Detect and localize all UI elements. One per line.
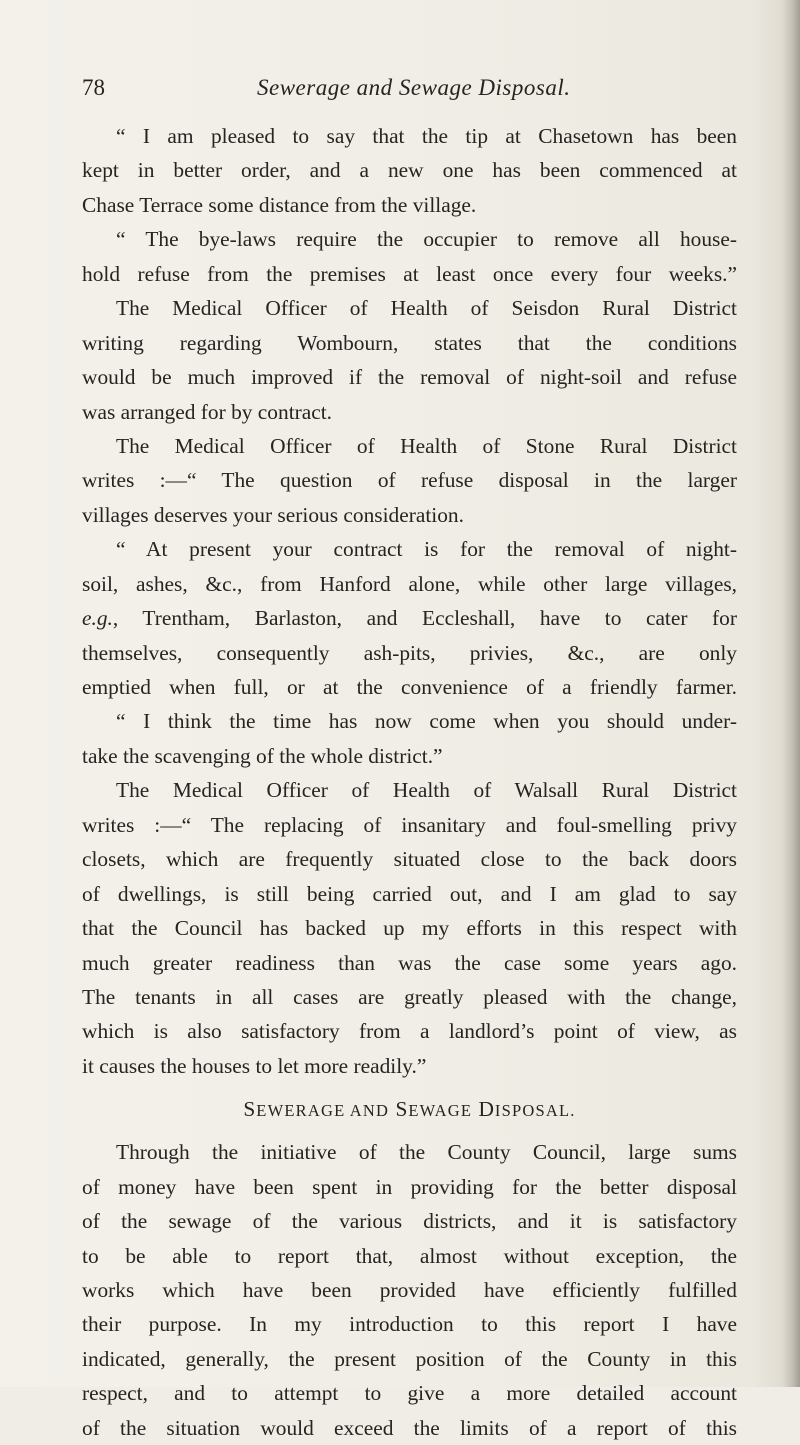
section-heading: SEWERAGE AND SEWAGE DISPOSAL.: [243, 1097, 576, 1122]
text-line: writing regarding Wombourn, states that the conditions: [82, 330, 737, 355]
text-line: The tenants in all cases are greatly pleased with the change,: [82, 984, 737, 1009]
eg-abbreviation: e.g.: [82, 606, 113, 631]
text-line: writes :—“ The replacing of insanitary and foul-smelling privy: [82, 812, 737, 837]
text-line: Chase Terrace some distance from the village.: [82, 192, 477, 217]
text-line: take the scavenging of the whole district.”: [82, 743, 443, 768]
text-line: villages deserves your serious consideration.: [82, 502, 464, 527]
text-line: “ I am pleased to say that the tip at Chasetown has been: [116, 124, 737, 148]
text-line: that the Council has backed up my efforts in this respect with: [82, 916, 737, 941]
text-line: kept in better order, and a new one has been commenced at: [82, 158, 737, 183]
text-line: which is also satisfactory from a landlord’s point of view, as: [82, 1019, 737, 1044]
body-text: [82, 119, 737, 1445]
text-line: The Medical Officer of Health of Walsall Rural District: [116, 778, 737, 803]
text-line: soil, ashes, &c., from Hanford alone, while other large villages,: [82, 571, 737, 596]
text-line: was arranged for by contract.: [82, 399, 333, 424]
text-line: The Medical Officer of Health of Stone Rural District: [116, 433, 737, 458]
text-line: “ I think the time has now come when you should under-: [116, 709, 737, 734]
text-line: hold refuse from the premises at least once every four weeks.”: [82, 261, 737, 286]
text-line: to be able to report that, almost without exception, the: [82, 1243, 737, 1268]
text-line: would be much improved if the removal of night-soil and refuse: [82, 365, 737, 390]
text-line: respect, and to attempt to give a more detailed account: [82, 1381, 737, 1406]
text-line: “ The bye-laws require the occupier to remove all house-: [116, 227, 737, 252]
text-line: much greater readiness than was the case some years ago.: [82, 950, 737, 975]
text-line: “ At present your contract is for the removal of night-: [116, 537, 737, 562]
text-line: Through the initiative of the County Council, large sums: [116, 1140, 737, 1165]
text-line: emptied when full, or at the convenience of a friendly farmer.: [82, 675, 737, 699]
running-title: Sewerage and Sewage Disposal.: [257, 75, 571, 100]
text-line: works which have been provided have efficiently fulfilled: [82, 1278, 737, 1302]
text-line: of money have been spent in providing for the better disposal: [82, 1174, 737, 1199]
text-line: closets, which are frequently situated close to the back doors: [82, 847, 737, 872]
page-number: 78: [82, 75, 105, 100]
running-head: [82, 70, 722, 106]
text-line: of the situation would exceed the limits of a report of this: [82, 1415, 737, 1440]
text-line: it causes the houses to let more readily.”: [82, 1053, 427, 1078]
eg-line-rest: , Trentham, Barlaston, and Eccleshall, have to cater for: [112, 606, 737, 631]
page-edge-shadow: [782, 0, 800, 1387]
text-line: of dwellings, is still being carried out, and I am glad to say: [82, 881, 737, 906]
text-line: of the sewage of the various districts, and it is satisfactory: [82, 1209, 737, 1234]
text-line: themselves, consequently ash-pits, privies, &c., are only: [82, 640, 737, 665]
text-line: their purpose. In my introduction to this report I have: [82, 1312, 737, 1337]
text-line: indicated, generally, the present position of the County in this: [82, 1346, 737, 1371]
text-line: writes :—“ The question of refuse disposal in the larger: [82, 468, 737, 493]
text-line: The Medical Officer of Health of Seisdon Rural District: [116, 296, 737, 321]
text-line-eg: [82, 601, 737, 635]
